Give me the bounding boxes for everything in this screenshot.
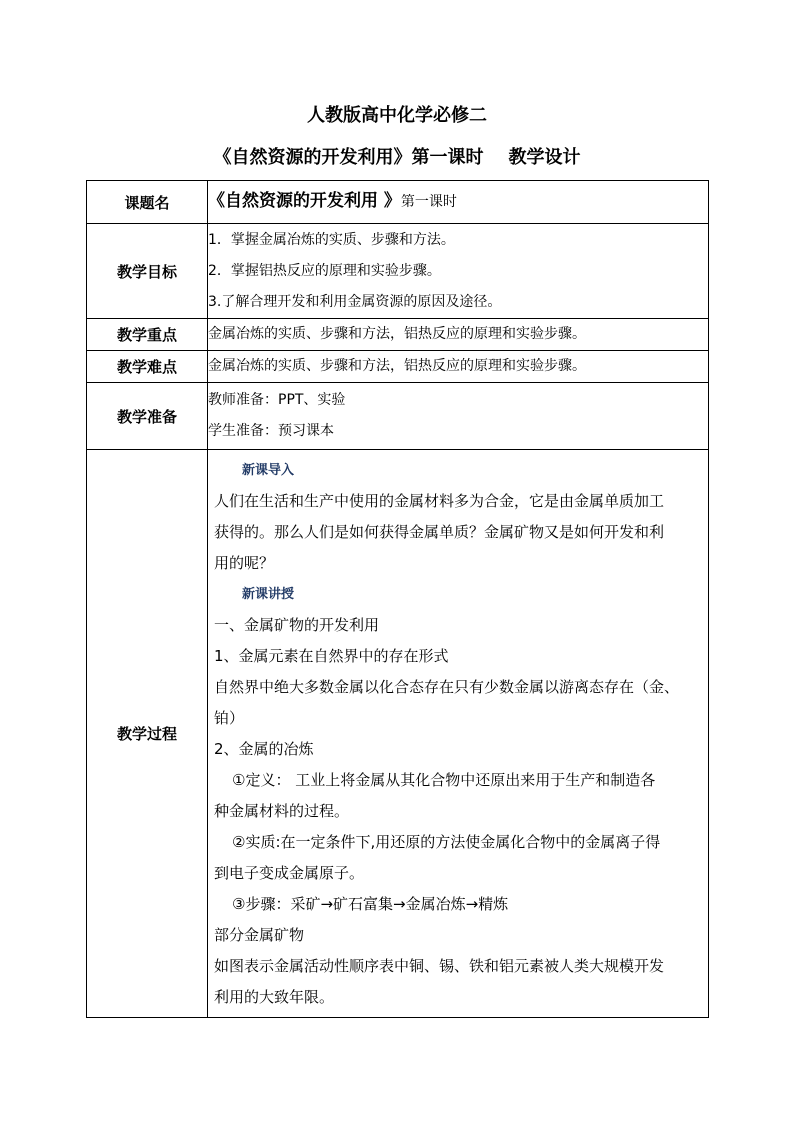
process-label: 教学过程 (87, 450, 208, 1018)
preparation-label: 教学准备 (87, 383, 208, 450)
intro-line: 用的呢？ (214, 553, 275, 572)
intro-heading: 新课导入 (242, 462, 295, 478)
lecture-heading: 新课讲授 (242, 586, 295, 602)
key-points-text: 金属冶炼的实质、步骤和方法，铝热反应的原理和实验步骤。 (208, 319, 709, 351)
essence-line: ②实质:在一定条件下,用还原的方法使金属化合物中的金属离子得 (232, 832, 661, 851)
topic-row (87, 181, 709, 224)
preparation-list (208, 383, 709, 450)
difficulties-row (87, 351, 709, 383)
intro-line: 获得的。那么人们是如何获得金属单质？金属矿物又是如何开发和利 (214, 522, 665, 541)
key-points-row (87, 319, 709, 351)
process-content (208, 450, 709, 1018)
figure-description-line: 利用的大致年限。 (214, 987, 335, 1006)
topic-name: 《自然资源的开发利用 》 (208, 191, 401, 211)
goals-label: 教学目标 (87, 224, 208, 319)
key-points-label: 教学重点 (87, 319, 208, 351)
subsection-heading: 2、金属的冶炼 (214, 739, 314, 758)
goal-item: 1．掌握金属冶炼的实质、步骤和方法。 (208, 231, 455, 248)
document-title: 人教版高中化学必修二 (307, 105, 487, 126)
definition-line: 种金属材料的过程。 (214, 801, 350, 820)
essence-line: 到电子变成金属原子。 (214, 863, 365, 882)
lesson-plan-table (86, 180, 709, 1018)
steps-line: ③步骤：采矿→矿石富集→金属冶炼→精炼 (232, 894, 509, 913)
goal-item: 3.了解合理开发和利用金属资源的原因及途径。 (208, 293, 502, 310)
teacher-preparation: 教师准备：PPT、实验 (208, 392, 346, 408)
paragraph-line: 自然界中绝大多数金属以化合态存在只有少数金属以游离态存在（金、 (214, 677, 680, 696)
topic-value (208, 181, 709, 224)
document-subtitle: 《自然资源的开发利用》第一课时 教学设计 (213, 147, 581, 168)
intro-line: 人们在生活和生产中使用的金属材料多为合金，它是由金属单质加工 (214, 491, 665, 510)
topic-label: 课题名 (87, 181, 208, 224)
topic-lesson: 第一课时 (400, 194, 457, 210)
subsection-heading: 1、金属元素在自然界中的存在形式 (214, 646, 449, 665)
section-heading: 一、金属矿物的开发利用 (214, 615, 380, 634)
goals-list (208, 224, 709, 319)
difficulties-label: 教学难点 (87, 351, 208, 383)
student-preparation: 学生准备：预习课本 (208, 423, 334, 439)
preparation-row (87, 383, 709, 450)
goals-row (87, 224, 709, 319)
definition-line: ①定义： 工业上将金属从其化合物中还原出来用于生产和制造各 (232, 770, 656, 789)
figure-description-line: 如图表示金属活动性顺序表中铜、锡、铁和铝元素被人类大规模开发 (214, 956, 665, 975)
minerals-line: 部分金属矿物 (214, 925, 305, 944)
goal-item: 2．掌握铝热反应的原理和实验步骤。 (208, 262, 441, 279)
difficulties-text: 金属冶炼的实质、步骤和方法，铝热反应的原理和实验步骤。 (208, 351, 709, 383)
process-row (87, 450, 709, 1018)
paragraph-line: 铂） (214, 708, 245, 727)
